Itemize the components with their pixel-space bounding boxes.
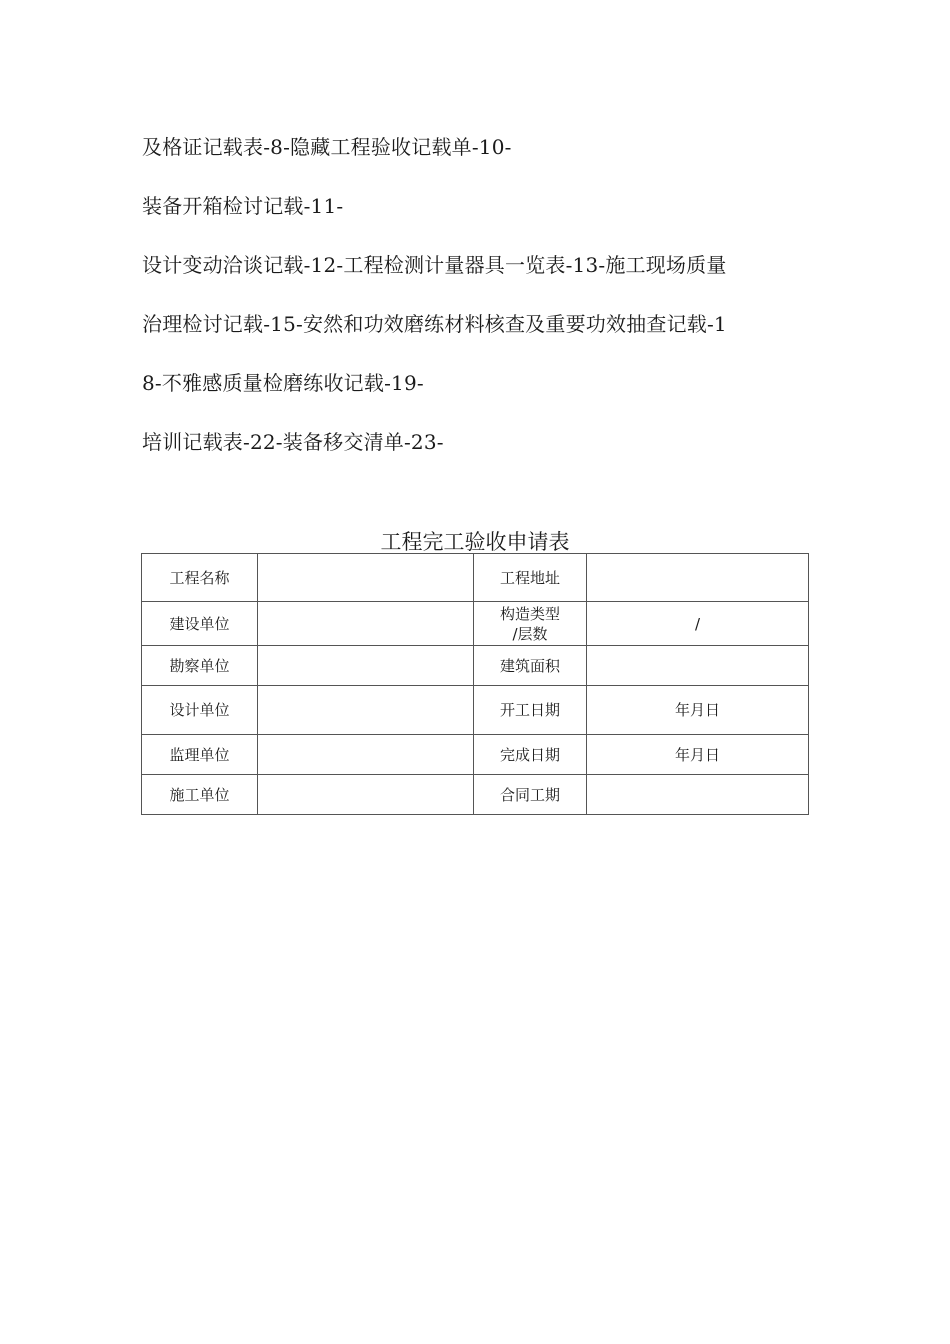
label-project-address: 工程地址 — [474, 554, 587, 602]
value-supervision-unit — [258, 735, 474, 775]
table-row — [142, 775, 809, 815]
label-floors: /层数 — [512, 624, 548, 643]
value-construction-unit — [258, 602, 474, 646]
value-project-address — [587, 554, 809, 602]
table-row — [142, 554, 809, 602]
table-row — [142, 735, 809, 775]
label-completion-date: 完成日期 — [474, 735, 587, 775]
table-row — [142, 646, 809, 686]
toc-line: 培训记载表-22-装备移交清单-23- — [142, 430, 444, 454]
label-contract-period: 合同工期 — [474, 775, 587, 815]
label-survey-unit: 勘察单位 — [142, 646, 258, 686]
toc-line: 8-不雅感质量检磨练收记载-19- — [142, 371, 424, 395]
value-project-name — [258, 554, 474, 602]
form-title: 工程完工验收申请表 — [380, 530, 570, 554]
toc-line: 设计变动洽谈记载-12-工程检测计量器具一览表-13-施工现场质量 — [142, 253, 727, 277]
label-building-area: 建筑面积 — [474, 646, 587, 686]
value-start-date: 年月日 — [587, 686, 809, 735]
value-survey-unit — [258, 646, 474, 686]
value-building-area — [587, 646, 809, 686]
acceptance-application-table — [141, 553, 809, 815]
label-project-name: 工程名称 — [142, 554, 258, 602]
label-structure-type: 构造类型 — [499, 604, 560, 623]
label-structure-type-floors — [474, 602, 587, 646]
value-structure-type-floors: / — [587, 602, 809, 646]
label-start-date: 开工日期 — [474, 686, 587, 735]
toc-line: 及格证记载表-8-隐藏工程验收记载单-10- — [142, 135, 512, 159]
label-contractor-unit: 施工单位 — [142, 775, 258, 815]
value-contract-period — [587, 775, 809, 815]
toc-line: 治理检讨记载-15-安然和功效磨练材料核查及重要功效抽查记载-1 — [142, 312, 727, 336]
table-row — [142, 602, 809, 646]
value-completion-date: 年月日 — [587, 735, 809, 775]
value-contractor-unit — [258, 775, 474, 815]
label-construction-unit: 建设单位 — [142, 602, 258, 646]
toc-line: 装备开箱检讨记载-11- — [142, 194, 344, 218]
table-of-contents — [142, 118, 822, 472]
label-design-unit: 设计单位 — [142, 686, 258, 735]
value-design-unit — [258, 686, 474, 735]
label-supervision-unit: 监理单位 — [142, 735, 258, 775]
table-row — [142, 686, 809, 735]
